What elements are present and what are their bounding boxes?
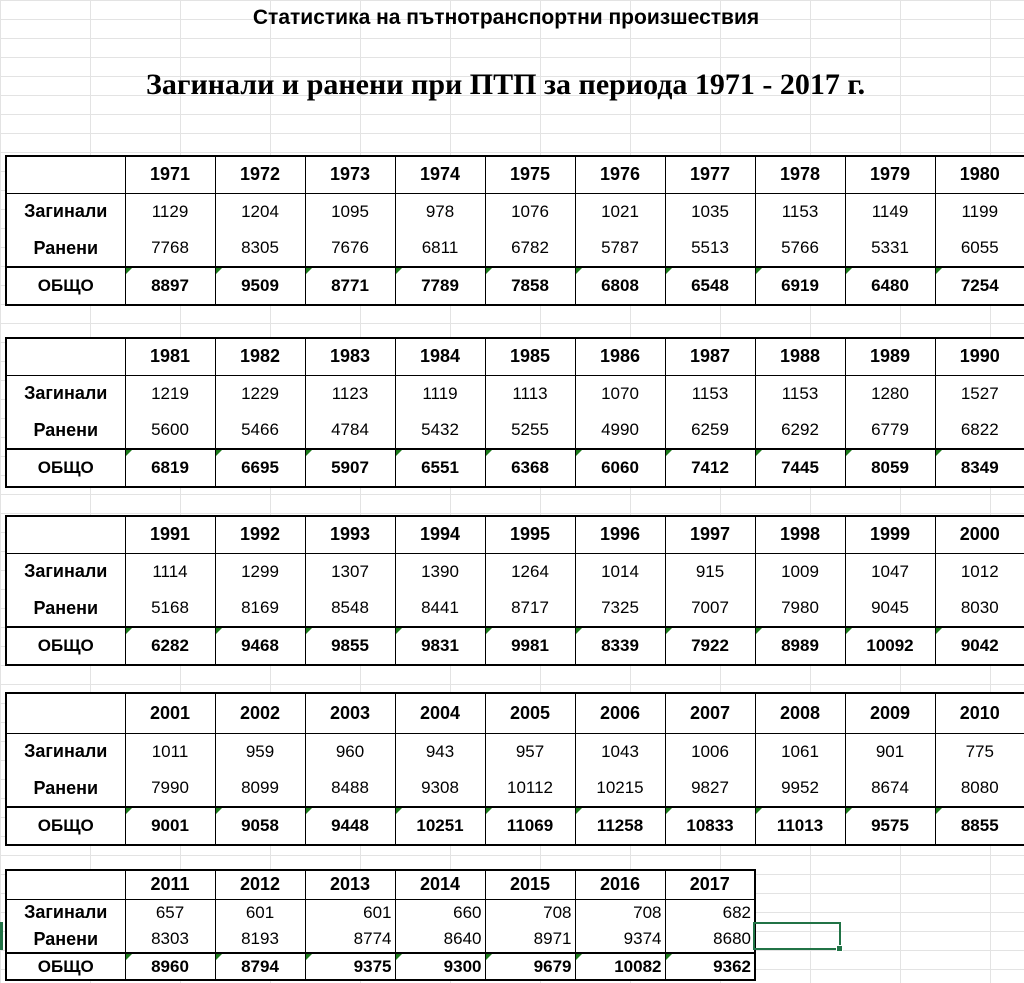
year-header-row [6,516,1024,553]
total-row [6,449,1024,487]
value-cell[interactable]: 1047 [845,553,935,590]
sheet-title: Статистика на пътнотранспортни произшествия [252,6,760,29]
year-cell[interactable]: 2006 [575,693,665,733]
value-cell[interactable]: 1006 [665,733,755,770]
value-cell[interactable]: 1061 [755,733,845,770]
stats-table-2011-2017 [5,869,756,981]
value-cell[interactable]: 657 [125,899,215,926]
value-cell[interactable]: 8640 [395,926,485,953]
value-cell[interactable]: 775 [935,733,1024,770]
value-cell[interactable]: 1527 [935,375,1024,412]
value-cell[interactable]: 8548 [305,590,395,627]
row-label[interactable]: Загинали [6,375,125,412]
data-table [5,515,1024,666]
value-cell[interactable]: 1012 [935,553,1024,590]
total-row [6,627,1024,665]
value-cell[interactable]: 9575 [845,807,935,845]
value-cell[interactable]: 8680 [665,926,755,953]
value-cell[interactable]: 6480 [845,267,935,305]
value-cell[interactable]: 6282 [125,627,215,665]
year-cell[interactable]: 2012 [215,870,305,899]
value-cell[interactable]: 1119 [395,375,485,412]
data-table [5,337,1024,488]
year-cell[interactable]: 1979 [845,156,935,193]
value-cell[interactable]: 8030 [935,590,1024,627]
value-cell[interactable]: 1129 [125,193,215,230]
value-cell[interactable]: 8855 [935,807,1024,845]
year-cell[interactable]: 2014 [395,870,485,899]
value-cell[interactable]: 5255 [485,412,575,449]
value-cell[interactable]: 1280 [845,375,935,412]
value-cell[interactable]: 5907 [305,449,395,487]
value-cell[interactable]: 1011 [125,733,215,770]
value-cell[interactable]: 1199 [935,193,1024,230]
year-cell[interactable]: 1999 [845,516,935,553]
value-cell[interactable]: 1153 [755,375,845,412]
value-cell[interactable]: 978 [395,193,485,230]
year-cell[interactable]: 1998 [755,516,845,553]
row-label[interactable]: Загинали [6,733,125,770]
value-cell[interactable]: 8339 [575,627,665,665]
row-label[interactable]: Загинали [6,193,125,230]
value-cell[interactable]: 6292 [755,412,845,449]
value-cell[interactable]: 1009 [755,553,845,590]
value-cell[interactable]: 7676 [305,230,395,267]
year-cell[interactable]: 1993 [305,516,395,553]
value-cell[interactable]: 7412 [665,449,755,487]
value-cell[interactable]: 959 [215,733,305,770]
stats-table-1991-2000 [5,515,1024,666]
row-label[interactable]: Ранени [6,770,125,807]
value-cell[interactable]: 708 [575,899,665,926]
year-header-row [6,693,1024,733]
value-cell[interactable]: 8303 [125,926,215,953]
value-cell[interactable]: 1307 [305,553,395,590]
value-cell[interactable]: 9855 [305,627,395,665]
value-cell[interactable]: 10092 [845,627,935,665]
row-selection-edge [0,922,3,950]
value-cell[interactable]: 11013 [755,807,845,845]
value-cell[interactable]: 6055 [935,230,1024,267]
row-label[interactable]: Загинали [6,899,125,926]
value-cell[interactable]: 8193 [215,926,305,953]
injured-row [6,412,1024,449]
year-cell[interactable]: 2015 [485,870,575,899]
year-cell[interactable]: 1973 [305,156,395,193]
value-cell[interactable]: 8989 [755,627,845,665]
value-cell[interactable]: 8349 [935,449,1024,487]
stats-table-2001-2010 [5,692,1024,846]
value-cell[interactable]: 8080 [935,770,1024,807]
value-cell[interactable]: 8771 [305,267,395,305]
selected-cell[interactable] [753,922,841,950]
corner-cell[interactable] [6,693,125,733]
killed-row [6,375,1024,412]
value-cell[interactable]: 6822 [935,412,1024,449]
year-cell[interactable]: 2017 [665,870,755,899]
corner-cell[interactable] [6,338,125,375]
value-cell[interactable]: 5766 [755,230,845,267]
value-cell[interactable]: 708 [485,899,575,926]
value-cell[interactable]: 9468 [215,627,305,665]
value-cell[interactable]: 8169 [215,590,305,627]
value-cell[interactable]: 7922 [665,627,755,665]
row-label[interactable]: ОБЩО [6,627,125,665]
year-cell[interactable]: 2001 [125,693,215,733]
value-cell[interactable]: 915 [665,553,755,590]
value-cell[interactable]: 5331 [845,230,935,267]
value-cell[interactable]: 601 [305,899,395,926]
year-cell[interactable]: 1980 [935,156,1024,193]
value-cell[interactable]: 1114 [125,553,215,590]
year-cell[interactable]: 1986 [575,338,665,375]
value-cell[interactable]: 10833 [665,807,755,845]
value-cell[interactable]: 5432 [395,412,485,449]
value-cell[interactable]: 9952 [755,770,845,807]
value-cell[interactable]: 1014 [575,553,665,590]
year-cell[interactable]: 1972 [215,156,305,193]
year-cell[interactable]: 1995 [485,516,575,553]
year-cell[interactable]: 1989 [845,338,935,375]
total-row [6,953,755,980]
value-cell[interactable]: 8717 [485,590,575,627]
value-cell[interactable]: 1229 [215,375,305,412]
value-cell[interactable]: 1299 [215,553,305,590]
value-cell[interactable]: 7007 [665,590,755,627]
year-header-row [6,870,755,899]
year-cell[interactable]: 2005 [485,693,575,733]
row-label[interactable]: ОБЩО [6,449,125,487]
injured-row [6,230,1024,267]
value-cell[interactable]: 10082 [575,953,665,980]
value-cell[interactable]: 7445 [755,449,845,487]
year-cell[interactable]: 1977 [665,156,755,193]
value-cell[interactable]: 9045 [845,590,935,627]
year-cell[interactable]: 1996 [575,516,665,553]
year-cell[interactable]: 1982 [215,338,305,375]
year-cell[interactable]: 1985 [485,338,575,375]
value-cell[interactable]: 6819 [125,449,215,487]
value-cell[interactable]: 11069 [485,807,575,845]
year-cell[interactable]: 1981 [125,338,215,375]
value-cell[interactable]: 5466 [215,412,305,449]
value-cell[interactable]: 10112 [485,770,575,807]
value-cell[interactable]: 960 [305,733,395,770]
value-cell[interactable]: 9831 [395,627,485,665]
value-cell[interactable]: 1076 [485,193,575,230]
value-cell[interactable]: 8674 [845,770,935,807]
data-table [5,155,1024,306]
value-cell[interactable]: 11258 [575,807,665,845]
corner-cell[interactable] [6,870,125,899]
year-cell[interactable]: 2009 [845,693,935,733]
year-cell[interactable]: 1994 [395,516,485,553]
year-cell[interactable]: 2010 [935,693,1024,733]
year-cell[interactable]: 1987 [665,338,755,375]
value-cell[interactable]: 1219 [125,375,215,412]
year-cell[interactable]: 2011 [125,870,215,899]
value-cell[interactable]: 8897 [125,267,215,305]
injured-row [6,770,1024,807]
stats-table-1971-1980 [5,155,1024,306]
row-label[interactable]: Ранени [6,230,125,267]
value-cell[interactable]: 9362 [665,953,755,980]
year-cell[interactable]: 1997 [665,516,755,553]
value-cell[interactable]: 1264 [485,553,575,590]
value-cell[interactable]: 9001 [125,807,215,845]
value-cell[interactable]: 6695 [215,449,305,487]
value-cell[interactable]: 8960 [125,953,215,980]
value-cell[interactable]: 6368 [485,449,575,487]
row-label[interactable]: ОБЩО [6,267,125,305]
total-row [6,267,1024,305]
total-row [6,807,1024,845]
injured-row [6,926,755,953]
value-cell[interactable]: 901 [845,733,935,770]
value-cell[interactable]: 1035 [665,193,755,230]
value-cell[interactable]: 660 [395,899,485,926]
year-cell[interactable]: 2007 [665,693,755,733]
year-cell[interactable]: 1976 [575,156,665,193]
value-cell[interactable]: 682 [665,899,755,926]
year-cell[interactable]: 2002 [215,693,305,733]
value-cell[interactable]: 6919 [755,267,845,305]
injured-row [6,590,1024,627]
value-cell[interactable]: 5168 [125,590,215,627]
value-cell[interactable]: 8059 [845,449,935,487]
value-cell[interactable]: 9509 [215,267,305,305]
year-cell[interactable]: 1991 [125,516,215,553]
row-label[interactable]: ОБЩО [6,953,125,980]
year-cell[interactable]: 2013 [305,870,395,899]
value-cell[interactable]: 943 [395,733,485,770]
row-label[interactable]: Ранени [6,926,125,953]
value-cell[interactable]: 1149 [845,193,935,230]
value-cell[interactable]: 9375 [305,953,395,980]
value-cell[interactable]: 7858 [485,267,575,305]
value-cell[interactable]: 6259 [665,412,755,449]
year-header-row [6,156,1024,193]
value-cell[interactable]: 6779 [845,412,935,449]
value-cell[interactable]: 1070 [575,375,665,412]
killed-row [6,899,755,926]
value-cell[interactable]: 4990 [575,412,665,449]
row-label[interactable]: Ранени [6,590,125,627]
year-cell[interactable]: 2003 [305,693,395,733]
value-cell[interactable]: 6808 [575,267,665,305]
year-cell[interactable]: 1984 [395,338,485,375]
value-cell[interactable]: 9058 [215,807,305,845]
value-cell[interactable]: 1113 [485,375,575,412]
year-cell[interactable]: 1974 [395,156,485,193]
year-cell[interactable]: 1988 [755,338,845,375]
year-cell[interactable]: 1990 [935,338,1024,375]
killed-row [6,733,1024,770]
value-cell[interactable]: 9308 [395,770,485,807]
data-table [5,869,756,981]
value-cell[interactable]: 7768 [125,230,215,267]
year-header-row [6,338,1024,375]
value-cell[interactable]: 9679 [485,953,575,980]
row-label[interactable]: Загинали [6,553,125,590]
value-cell[interactable]: 6551 [395,449,485,487]
value-cell[interactable]: 9981 [485,627,575,665]
year-cell[interactable]: 1983 [305,338,395,375]
value-cell[interactable]: 8099 [215,770,305,807]
value-cell[interactable]: 7990 [125,770,215,807]
year-cell[interactable]: 1978 [755,156,845,193]
year-cell[interactable]: 1975 [485,156,575,193]
stats-table-1981-1990 [5,337,1024,488]
value-cell[interactable]: 1204 [215,193,305,230]
value-cell[interactable]: 8441 [395,590,485,627]
value-cell[interactable]: 1390 [395,553,485,590]
value-cell[interactable]: 1043 [575,733,665,770]
value-cell[interactable]: 10251 [395,807,485,845]
value-cell[interactable]: 1153 [665,375,755,412]
value-cell[interactable]: 9827 [665,770,755,807]
year-cell[interactable]: 2000 [935,516,1024,553]
killed-row [6,553,1024,590]
value-cell[interactable]: 9448 [305,807,395,845]
value-cell[interactable]: 1095 [305,193,395,230]
value-cell[interactable]: 8488 [305,770,395,807]
value-cell[interactable]: 1123 [305,375,395,412]
value-cell[interactable]: 6548 [665,267,755,305]
value-cell[interactable]: 7789 [395,267,485,305]
value-cell[interactable]: 7254 [935,267,1024,305]
value-cell[interactable]: 8305 [215,230,305,267]
year-cell[interactable]: 2004 [395,693,485,733]
value-cell[interactable]: 8794 [215,953,305,980]
year-cell[interactable]: 2016 [575,870,665,899]
table-title: Загинали и ранени при ПТП за периода 1971 - 2017 г. [146,68,866,101]
value-cell[interactable]: 9300 [395,953,485,980]
value-cell[interactable]: 1153 [755,193,845,230]
year-cell[interactable]: 2008 [755,693,845,733]
value-cell[interactable]: 6811 [395,230,485,267]
killed-row [6,193,1024,230]
value-cell[interactable]: 1021 [575,193,665,230]
value-cell[interactable]: 8774 [305,926,395,953]
year-cell[interactable]: 1992 [215,516,305,553]
value-cell[interactable]: 4784 [305,412,395,449]
value-cell[interactable]: 6060 [575,449,665,487]
year-cell[interactable]: 1971 [125,156,215,193]
value-cell[interactable]: 957 [485,733,575,770]
value-cell[interactable]: 5513 [665,230,755,267]
corner-cell[interactable] [6,516,125,553]
data-table [5,692,1024,846]
value-cell[interactable]: 9042 [935,627,1024,665]
value-cell[interactable]: 7980 [755,590,845,627]
value-cell[interactable]: 601 [215,899,305,926]
value-cell[interactable]: 10215 [575,770,665,807]
value-cell[interactable]: 5600 [125,412,215,449]
value-cell[interactable]: 6782 [485,230,575,267]
value-cell[interactable]: 8971 [485,926,575,953]
value-cell[interactable]: 5787 [575,230,665,267]
corner-cell[interactable] [6,156,125,193]
row-label[interactable]: Ранени [6,412,125,449]
row-label[interactable]: ОБЩО [6,807,125,845]
value-cell[interactable]: 9374 [575,926,665,953]
value-cell[interactable]: 7325 [575,590,665,627]
